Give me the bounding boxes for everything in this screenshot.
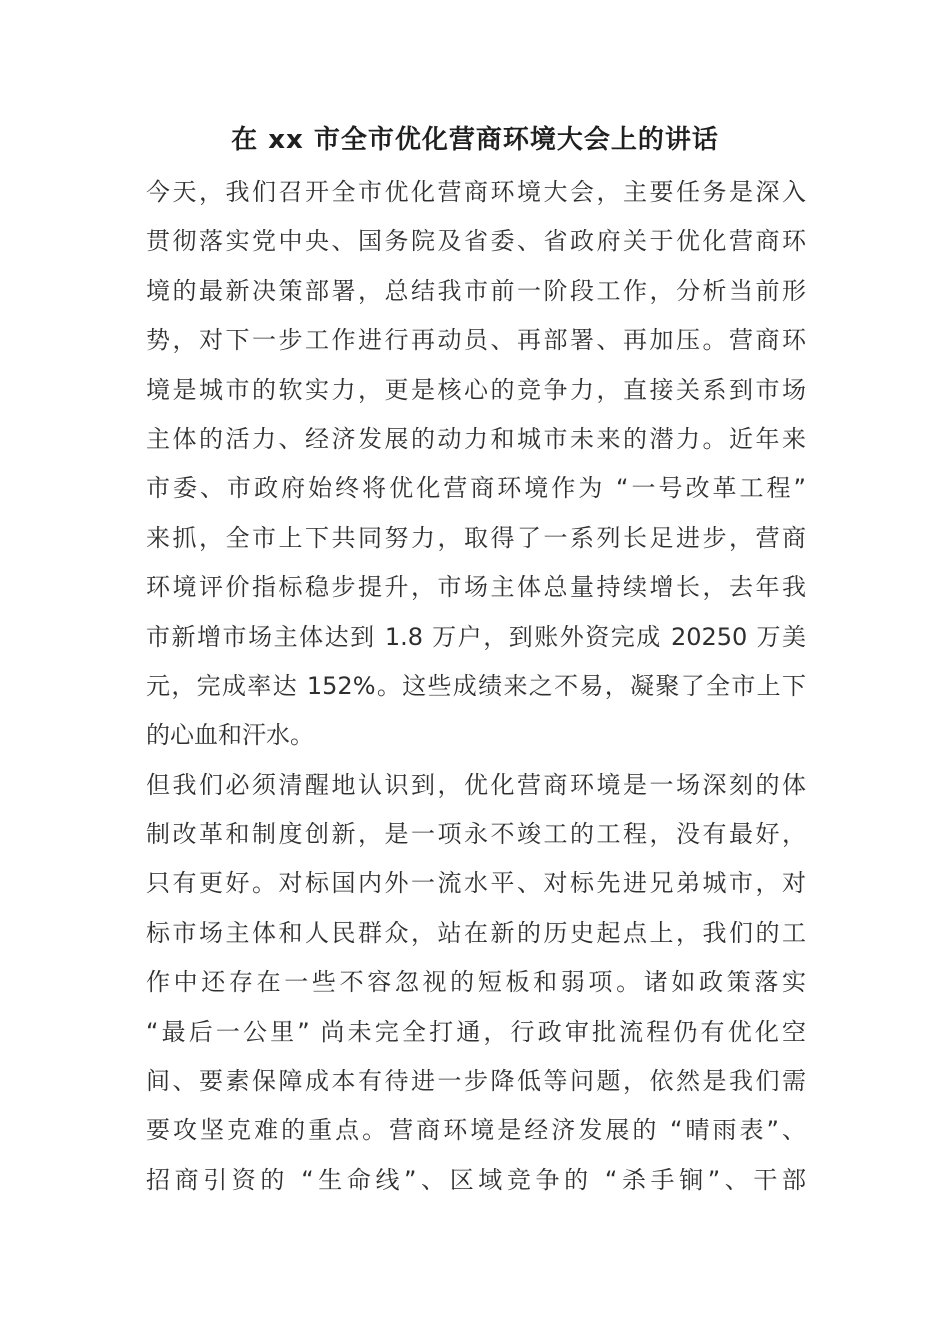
- text-line: 作中还存在一些不容忽视的短板和弱项。诸如政策落实: [146, 968, 806, 997]
- text-line: 间、要素保障成本有待进一步降低等问题，依然是我们需: [146, 1067, 806, 1096]
- text-line: 但我们必须清醒地认识到，优化营商环境是一场深刻的体: [146, 770, 806, 799]
- text-line: 势，对下一步工作进行再动员、再部署、再加压。营商环: [146, 326, 806, 355]
- text-line: 市新增市场主体达到 1.8 万户，到账外资完成 20250 万美: [146, 622, 806, 651]
- text-line: 环境评价指标稳步提升，市场主体总量持续增长，去年我: [146, 573, 806, 602]
- text-line: 市委、市政府始终将优化营商环境作为 “一号改革工程”: [146, 474, 806, 503]
- document-body: [146, 168, 806, 1205]
- text-line: 的心血和汗水。: [146, 721, 314, 750]
- text-line: 主体的活力、经济发展的动力和城市未来的潜力。近年来: [146, 424, 806, 453]
- text-line: 制改革和制度创新，是一项永不竣工的工程，没有最好，: [146, 820, 806, 849]
- document-title: 在 xx 市全市优化营商环境大会上的讲话: [231, 125, 719, 155]
- text-line: 今天，我们召开全市优化营商环境大会，主要任务是深入: [146, 178, 806, 206]
- text-line: 要攻坚克难的重点。营商环境是经济发展的 “晴雨表”、: [146, 1116, 806, 1145]
- text-line: 贯彻落实党中央、国务院及省委、省政府关于优化营商环: [146, 227, 806, 256]
- text-line: 招商引资的 “生命线”、区域竞争的 “杀手锏”、干部: [146, 1165, 806, 1194]
- text-line: 境的最新决策部署，总结我市前一阶段工作，分析当前形: [146, 276, 806, 305]
- text-line: 境是城市的软实力，更是核心的竞争力，直接关系到市场: [146, 375, 806, 404]
- text-line: 只有更好。对标国内外一流水平、对标先进兄弟城市，对: [146, 869, 806, 898]
- text-line: 元，完成率达 152%。这些成绩来之不易，凝聚了全市上下: [146, 671, 806, 700]
- text-line: 标市场主体和人民群众，站在新的历史起点上，我们的工: [146, 918, 806, 947]
- text-line: “最后一公里” 尚未完全打通，行政审批流程仍有优化空: [146, 1017, 806, 1046]
- text-line: 来抓，全市上下共同努力，取得了一系列长足进步，营商: [146, 523, 806, 552]
